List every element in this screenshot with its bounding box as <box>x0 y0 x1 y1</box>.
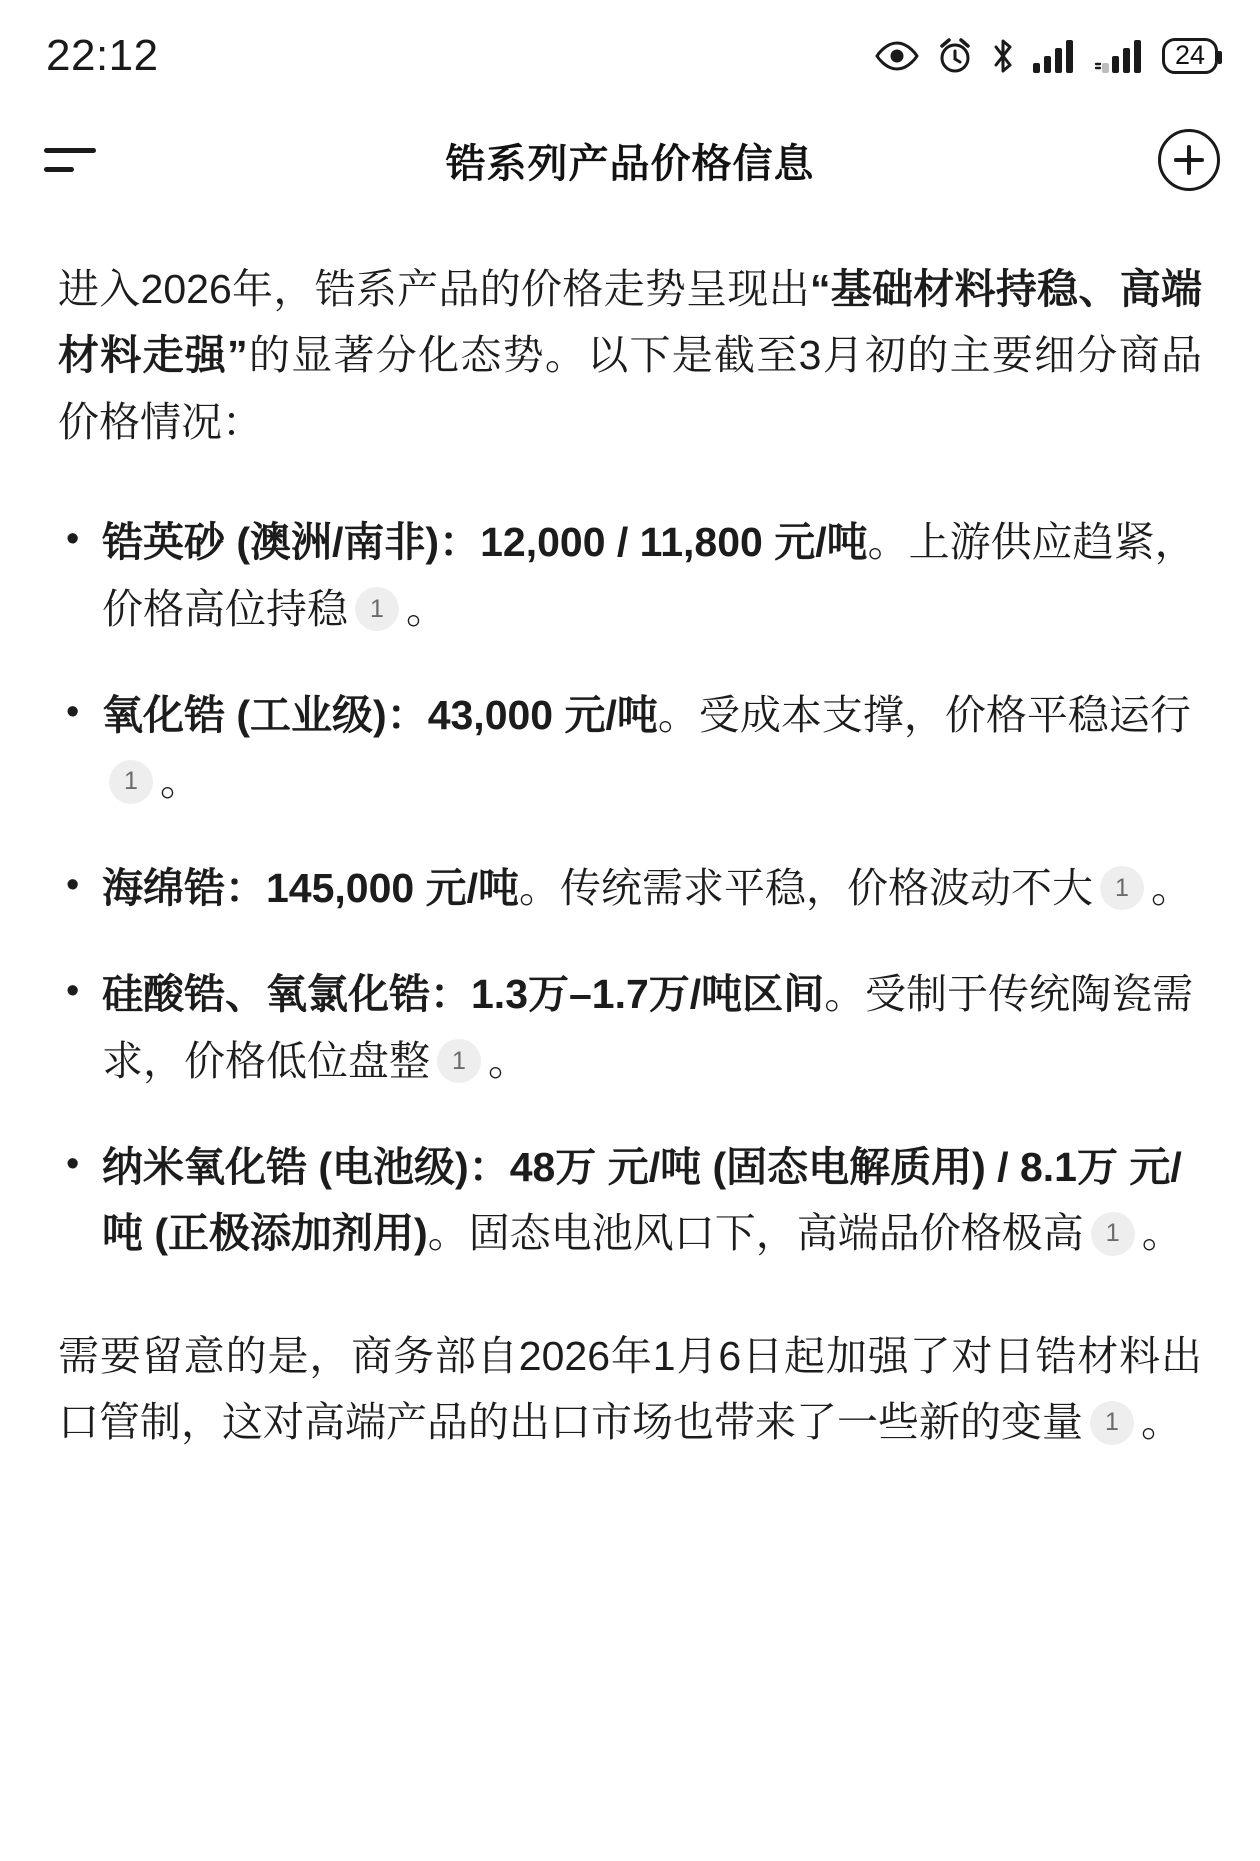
list-item <box>58 1134 1202 1267</box>
item-term: 锆英砂 (澳洲/南非)： <box>102 519 481 566</box>
menu-icon-line-2 <box>44 167 74 172</box>
alarm-icon <box>936 37 974 75</box>
battery-icon <box>1162 38 1218 74</box>
outro-tail: 。 <box>1141 1399 1182 1446</box>
item-comment-tail: 。 <box>1141 1210 1183 1257</box>
item-term: 海绵锆： <box>102 864 266 911</box>
item-comment: 。受制于传统陶瓷需求，价格低位盘整 <box>102 971 1194 1084</box>
intro-tail: 的显著分化态势。以下是截至3月初的主要细分商品价格情况： <box>58 332 1202 445</box>
item-comment: 。上游供应趋紧，价格高位持稳 <box>102 519 1196 632</box>
signal-bars-icon <box>1032 38 1078 74</box>
add-icon[interactable] <box>1158 129 1220 191</box>
item-value: 1.3万–1.7万/吨区间 <box>471 971 825 1018</box>
citation-badge[interactable]: 1 <box>109 760 153 804</box>
item-comment-tail: 。 <box>1151 864 1192 911</box>
citation-badge[interactable]: 1 <box>1090 1401 1134 1445</box>
intro-lead: 进入2026年，锆系产品的价格走势呈现出 <box>58 266 810 312</box>
menu-icon-line-1 <box>44 148 96 153</box>
item-value: 12,000 / 11,800 元/吨 <box>480 519 868 566</box>
citation-badge[interactable]: 1 <box>355 587 399 631</box>
status-icons <box>874 37 1218 75</box>
article-content <box>0 208 1260 1456</box>
list-item <box>58 509 1202 642</box>
citation-badge[interactable]: 1 <box>1100 866 1144 910</box>
list-item <box>58 855 1202 921</box>
status-time: 22:12 <box>46 31 159 80</box>
bluetooth-icon <box>990 37 1016 75</box>
price-list <box>58 509 1202 1267</box>
item-comment-tail: 。 <box>488 1037 529 1084</box>
eye-care-icon <box>874 40 920 72</box>
item-term: 纳米氧化锆 (电池级)： <box>102 1144 510 1191</box>
list-item <box>58 961 1202 1094</box>
item-comment: 。传统需求平稳，价格波动不大 <box>519 864 1093 911</box>
list-item <box>58 682 1202 815</box>
app-bar <box>0 112 1260 208</box>
page-title: 锆系列产品价格信息 <box>445 141 815 186</box>
item-value: 48万 元/吨 (固态电解质用) / 8.1万 元/吨 (正极添加剂用) <box>102 1144 1182 1257</box>
outro-text: 需要留意的是，商务部自2026年1月6日起加强了对日锆材料出口管制，这对高端产品的出口市场也带来了一些新的变量 <box>58 1332 1202 1446</box>
menu-icon[interactable] <box>44 128 108 192</box>
citation-badge[interactable]: 1 <box>1091 1212 1135 1256</box>
citation-badge[interactable]: 1 <box>437 1039 481 1083</box>
item-value: 43,000 元/吨 <box>427 692 658 739</box>
item-comment: 。固态电池风口下，高端品价格极高 <box>427 1210 1084 1257</box>
outro-paragraph <box>58 1323 1202 1456</box>
item-comment-tail: 。 <box>406 585 447 632</box>
intro-emphasis: “基础材料持稳、高端材料走强” <box>58 266 1202 379</box>
item-term: 氧化锆 (工业级)： <box>102 692 428 739</box>
item-term: 硅酸锆、氧氯化锆： <box>102 971 471 1018</box>
item-value: 145,000 元/吨 <box>266 864 519 911</box>
item-comment: 。受成本支撑，价格平稳运行 <box>657 692 1191 739</box>
status-bar <box>0 0 1260 112</box>
item-comment-tail: 。 <box>160 758 201 805</box>
signal-bars-secondary-icon <box>1094 38 1146 74</box>
intro-paragraph <box>58 256 1202 455</box>
battery-level-label: 24 <box>1174 40 1205 70</box>
